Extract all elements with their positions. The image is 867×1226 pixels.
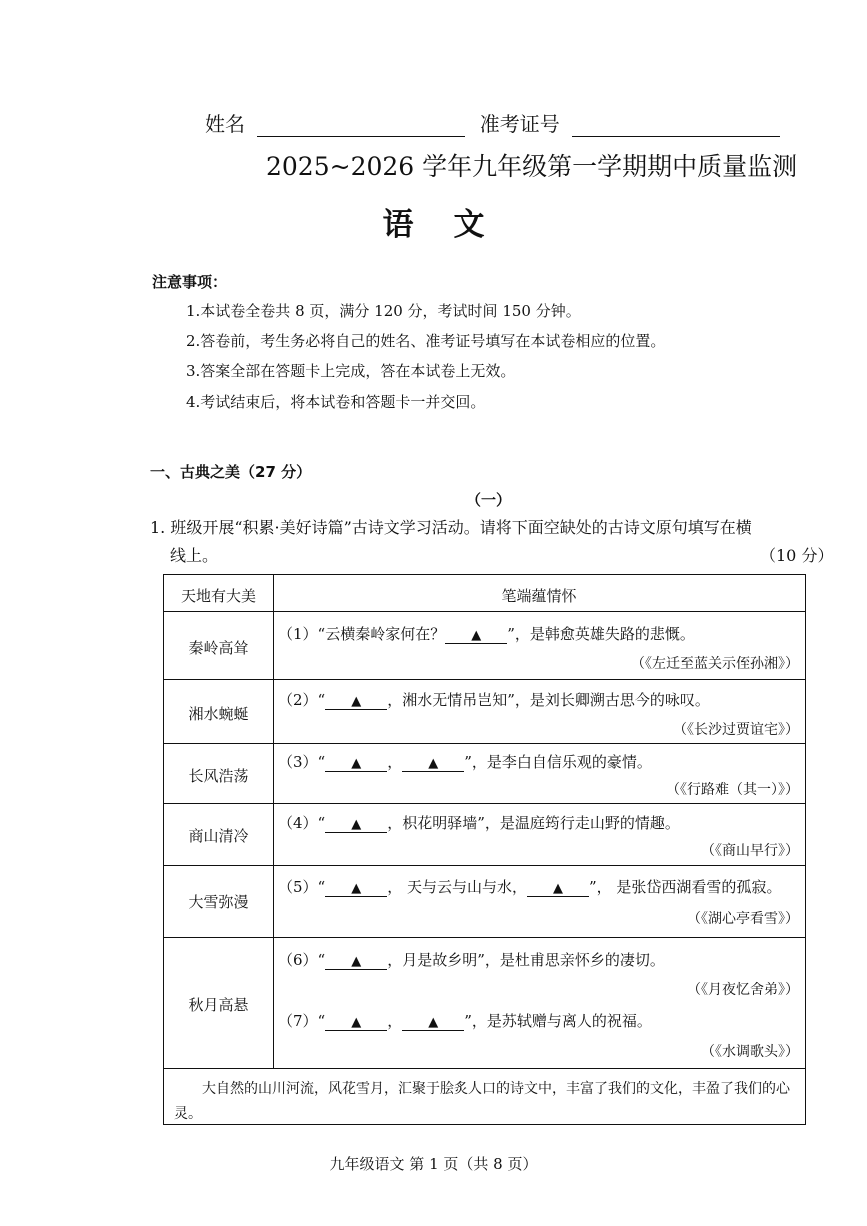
answer-blank: ▲ bbox=[402, 1016, 464, 1031]
item-text: （7）“ bbox=[278, 1012, 326, 1030]
item-text: ”，是苏轼赠与离人的祝福。 bbox=[464, 1012, 652, 1030]
answer-blank: ▲ bbox=[325, 955, 387, 970]
row-label: 长风浩荡 bbox=[188, 767, 249, 785]
item-text: ，湘水无情吊岂知”，是刘长卿溯古思今的咏叹。 bbox=[387, 691, 710, 709]
answer-blank: ▲ bbox=[325, 695, 387, 710]
blank-item-1 bbox=[278, 623, 695, 644]
question-1-text: 1. 班级开展“积累·美好诗篇”古诗文学习活动。请将下面空缺处的古诗文原句填写在横 bbox=[150, 518, 752, 537]
poem-source: （《水调歌头》） bbox=[701, 1044, 799, 1060]
section-title: 一、古典之美（27 分） bbox=[150, 463, 312, 481]
question-1-score: （10 分） bbox=[760, 546, 834, 565]
row-label: 秦岭高耸 bbox=[188, 639, 249, 657]
notice-item: 4.考试结束后，将本试卷和答题卡一并交回。 bbox=[186, 393, 486, 411]
item-text: ， bbox=[387, 753, 403, 771]
table-header-scenery: 天地有大美 bbox=[180, 587, 256, 605]
poem-table bbox=[163, 574, 806, 1125]
row-divider bbox=[164, 803, 805, 804]
item-text: ”， 是张岱西湖看雪的孤寂。 bbox=[589, 878, 782, 896]
row-divider bbox=[164, 611, 805, 612]
item-text: （1）“云横秦岭家何在？ bbox=[278, 625, 446, 643]
poem-source: （《商山早行》） bbox=[701, 843, 799, 859]
answer-blank: ▲ bbox=[445, 629, 507, 644]
page-footer: 九年级语文 第 1 页（共 8 页） bbox=[329, 1155, 538, 1173]
notice-item: 1.本试卷全卷共 8 页，满分 120 分，考试时间 150 分钟。 bbox=[186, 302, 581, 320]
blank-item-6 bbox=[278, 949, 665, 970]
notice-item: 3.答案全部在答题卡上完成，答在本试卷上无效。 bbox=[186, 362, 516, 380]
item-text: ，月是故乡明”，是杜甫思亲怀乡的凄切。 bbox=[387, 951, 665, 969]
row-label: 湘水蜿蜒 bbox=[188, 705, 249, 723]
item-text: ， 天与云与山与水， bbox=[387, 878, 527, 896]
blank-item-7 bbox=[278, 1010, 652, 1031]
answer-blank: ▲ bbox=[325, 757, 387, 772]
poem-source: （《左迁至蓝关示侄孙湘》） bbox=[631, 656, 799, 672]
item-text: （5）“ bbox=[278, 878, 326, 896]
row-divider bbox=[164, 679, 805, 680]
exam-number-field[interactable] bbox=[572, 114, 780, 137]
name-label: 姓名 bbox=[205, 112, 245, 136]
item-text: （4）“ bbox=[278, 814, 326, 832]
blank-item-2 bbox=[278, 689, 710, 710]
row-label: 秋月高悬 bbox=[188, 996, 249, 1014]
item-text: ”，是韩愈英雄失路的悲慨。 bbox=[507, 625, 695, 643]
row-label: 大雪弥漫 bbox=[188, 893, 249, 911]
item-text: ”，是李白自信乐观的豪情。 bbox=[464, 753, 652, 771]
row-divider bbox=[164, 1068, 805, 1069]
row-divider bbox=[164, 743, 805, 744]
table-divider bbox=[273, 575, 274, 1068]
row-divider bbox=[164, 865, 805, 866]
candidate-info-row bbox=[205, 108, 780, 137]
notice-item: 2.答卷前，考生务必将自己的姓名、准考证号填写在本试卷相应的位置。 bbox=[186, 332, 666, 350]
name-field[interactable] bbox=[257, 114, 465, 137]
poem-source: （《行路难（其一）》） bbox=[666, 782, 799, 798]
answer-blank: ▲ bbox=[402, 757, 464, 772]
item-text: （3）“ bbox=[278, 753, 326, 771]
poem-source: （《月夜忆舍弟》） bbox=[687, 982, 799, 998]
part-marker: （一） bbox=[466, 491, 512, 509]
row-label: 商山清冷 bbox=[188, 827, 249, 845]
poem-source: （《长沙过贾谊宅》） bbox=[673, 722, 799, 738]
exam-title: 2025~2026 学年九年级第一学期期中质量监测 bbox=[266, 152, 798, 181]
item-text: ， bbox=[387, 1012, 403, 1030]
row-divider bbox=[164, 937, 805, 938]
answer-blank: ▲ bbox=[527, 882, 589, 897]
item-text: （2）“ bbox=[278, 691, 326, 709]
answer-blank: ▲ bbox=[325, 818, 387, 833]
blank-item-5 bbox=[278, 876, 781, 897]
answer-blank: ▲ bbox=[325, 1016, 387, 1031]
item-text: ，枳花明驿墙”，是温庭筠行走山野的情趣。 bbox=[387, 814, 680, 832]
table-header-feelings: 笔端蕴情怀 bbox=[501, 587, 577, 605]
answer-blank: ▲ bbox=[325, 882, 387, 897]
notice-heading: 注意事项： bbox=[152, 273, 228, 291]
blank-item-4 bbox=[278, 812, 680, 833]
closing-paragraph: 大自然的山川河流，风花雪月，汇聚于脍炙人口的诗文中，丰富了我们的文化，丰盈了我们的心灵。 bbox=[174, 1081, 790, 1122]
subject-title: 语文 bbox=[382, 207, 525, 243]
poem-source: （《湖心亭看雪》） bbox=[687, 911, 799, 927]
blank-item-3 bbox=[278, 751, 652, 772]
question-1-text-cont: 线上。 bbox=[170, 546, 219, 565]
item-text: （6）“ bbox=[278, 951, 326, 969]
exam-number-label: 准考证号 bbox=[479, 112, 560, 136]
